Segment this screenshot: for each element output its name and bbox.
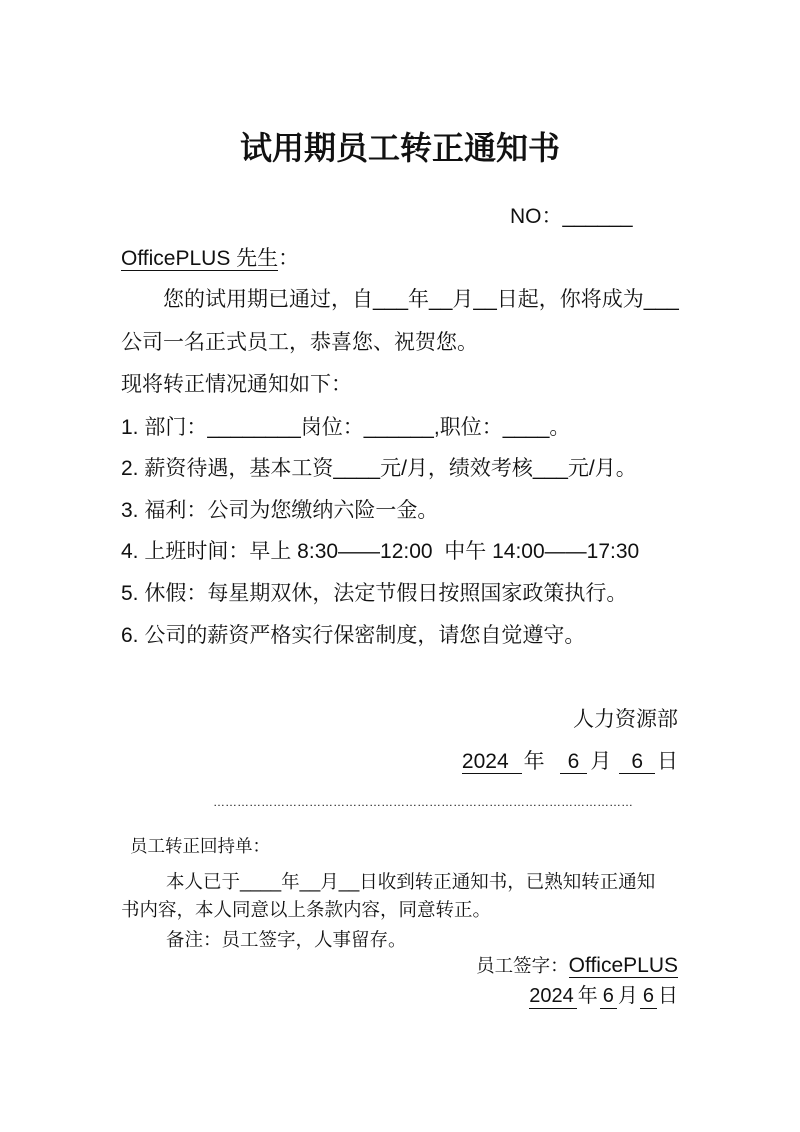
issue-date-year: 2024 (462, 750, 522, 774)
receipt-date-month: 6 (600, 985, 617, 1009)
list-item-salary: 2. 薪资待遇，基本工资____元/月，绩效考核___元/月。 (121, 457, 637, 480)
paragraph-line-2: 公司一名正式员工，恭喜您、祝贺您。 (121, 331, 478, 354)
issue-date-day: 6 (619, 750, 655, 774)
list-item-benefits: 3. 福利：公司为您缴纳六险一金。 (121, 499, 439, 522)
signature-name: OfficePLUS (568, 954, 678, 977)
notice-number-label: NO： (510, 205, 563, 228)
details-intro: 现将转正情况通知如下： (121, 373, 352, 396)
receipt-date-year-unit: 年 (577, 985, 598, 1007)
receipt-date (529, 983, 678, 1009)
receipt-date-day: 6 (640, 985, 657, 1009)
receipt-date-day-unit: 日 (658, 985, 678, 1007)
issue-date-year-unit: 年 (523, 750, 545, 773)
issue-date-month: 6 (560, 750, 588, 774)
list-item-holidays: 5. 休假：每星期双休，法定节假日按照国家政策执行。 (121, 582, 628, 605)
receipt-note: 备注：员工签字，人事留存。 (166, 929, 407, 950)
list-item-working-hours: 4. 上班时间：早上 8:30——12:00 中午 14:00——17:30 (121, 540, 640, 563)
issue-date-month-unit: 月 (590, 750, 612, 773)
signature-label: 员工签字： (476, 955, 569, 976)
receipt-date-month-unit: 月 (617, 985, 638, 1007)
notice-number-blank: ______ (562, 205, 633, 228)
employee-signature (476, 953, 678, 979)
receipt-title: 员工转正回持单： (130, 836, 270, 856)
receipt-line-1: 本人已于____年__月__日收到转正通知书，已熟知转正通知 (166, 871, 656, 892)
paragraph-line-1: 您的试用期已通过，自___年__月__日起，你将成为___ (163, 288, 679, 311)
issue-date-day-unit: 日 (657, 750, 678, 773)
salutation-name: OfficePLUS 先生 (121, 247, 279, 270)
receipt-line-2: 书内容，本人同意以上条款内容，同意转正。 (121, 899, 492, 920)
salutation-punctuation: ： (278, 247, 300, 270)
issue-date (462, 747, 678, 777)
cut-line-separator: …………………………………………………………………………………………… (213, 795, 633, 809)
list-item-department: 1. 部门：________岗位：______,职位：____。 (121, 416, 571, 439)
receipt-date-year: 2024 (529, 985, 577, 1009)
salutation (121, 244, 299, 274)
document-title: 试用期员工转正通知书 (239, 130, 560, 166)
notice-number (510, 202, 633, 232)
issuer-department: 人力资源部 (573, 708, 678, 731)
list-item-confidentiality: 6. 公司的薪资严格实行保密制度，请您自觉遵守。 (121, 624, 586, 647)
